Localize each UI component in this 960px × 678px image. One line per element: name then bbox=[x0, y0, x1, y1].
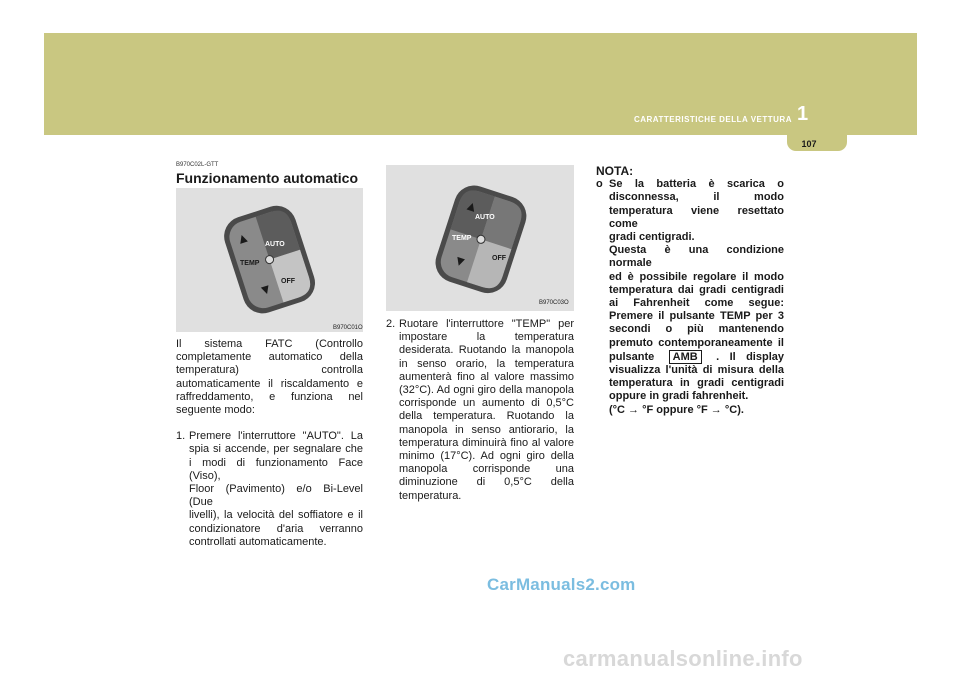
watermark-carmanualsonline[interactable]: carmanualsonline.info bbox=[563, 646, 803, 671]
text-line: Premere il pulsante TEMP per 3 bbox=[609, 310, 784, 323]
text-line: visualizza l'unità di misura della bbox=[609, 364, 784, 377]
text-line: corrisponde un aumento di 0,5°C bbox=[399, 397, 574, 410]
amb-line bbox=[609, 350, 784, 364]
text-line: livelli), la velocità del soffiatore e il bbox=[189, 509, 363, 522]
page-title: Funzionamento automatico bbox=[176, 170, 358, 186]
text-line: controllati automaticamente. bbox=[189, 535, 327, 548]
text-line: disconnessa, il modo bbox=[609, 191, 784, 204]
watermark-carmanuals2[interactable]: CarManuals2.com bbox=[487, 575, 636, 594]
text-line: oppure in gradi fahrenheit. bbox=[609, 390, 749, 403]
page-number: 107 bbox=[801, 139, 817, 149]
text-line: (°C → °F oppure °F → °C). bbox=[609, 403, 744, 416]
intro-paragraph bbox=[176, 338, 363, 549]
text-line: ai Fahrenheit come segue: bbox=[609, 297, 784, 310]
control-knob-illustration bbox=[176, 188, 363, 332]
note-heading: NOTA: bbox=[596, 164, 634, 178]
text-line: temperatura dai gradi centigradi bbox=[609, 283, 784, 296]
figure-label-off: OFF bbox=[492, 255, 506, 262]
text-line: raffreddamento, e funziona nel bbox=[176, 390, 363, 403]
step-2 bbox=[386, 318, 574, 503]
text-line: Il sistema FATC (Controllo bbox=[176, 338, 363, 350]
text-line: premuto contemporaneamente il bbox=[609, 336, 784, 349]
text-line: gradi centigradi. bbox=[609, 231, 695, 244]
figure-label-auto: AUTO bbox=[265, 241, 285, 248]
note-box bbox=[596, 165, 784, 417]
text-line: aumenterà fino al valore massimo bbox=[399, 370, 574, 383]
text-line: ed è possibile regolare il modo bbox=[609, 270, 784, 283]
step-number: 1. bbox=[176, 430, 186, 443]
text-line: condizionatore d'aria verranno bbox=[189, 522, 363, 535]
note-bullet: o bbox=[596, 178, 603, 191]
text-line: Floor (Pavimento) e/o Bi-Level (Due bbox=[189, 483, 363, 509]
text-line: della temperatura. Ruotando la bbox=[399, 410, 574, 423]
text-line: desiderata. Ruotando la manopola bbox=[399, 344, 574, 357]
figure-temp-control bbox=[386, 165, 574, 311]
text-line: minimo (17°C). Ad ogni giro della bbox=[399, 450, 574, 463]
text-line: temperatura diminuirà fino al valore bbox=[399, 436, 574, 449]
section-heading: CARATTERISTICHE DELLA VETTURA bbox=[633, 115, 792, 124]
text-line: seguente modo: bbox=[176, 404, 255, 417]
figure-label-temp: TEMP bbox=[452, 235, 472, 242]
text-line: manopola corrisponde una bbox=[399, 463, 574, 476]
figure-auto-control bbox=[176, 188, 363, 332]
figure-label-temp: TEMP bbox=[240, 260, 260, 267]
text-line: manopola in senso antiorario, la bbox=[399, 423, 574, 436]
text-line: diminuzione di 0,5°C della bbox=[399, 476, 574, 489]
text-line: spia si accende, per segnalare che bbox=[189, 443, 363, 456]
text-line: (32°C). Ad ogni giro della manopola bbox=[399, 384, 574, 397]
control-knob-illustration bbox=[386, 165, 574, 311]
chapter-number: 1 bbox=[797, 103, 809, 125]
step-number: 2. bbox=[386, 318, 396, 330]
step-1 bbox=[176, 430, 363, 549]
text-line: in senso orario, la temperatura bbox=[399, 357, 574, 370]
text-line: temperatura in gradi centigradi bbox=[609, 377, 784, 390]
text-line: temperatura. bbox=[399, 489, 462, 502]
figure-code: B970C01O bbox=[333, 325, 363, 331]
figure-code: B970C03O bbox=[539, 300, 569, 306]
text-line: impostare la temperatura bbox=[399, 331, 574, 344]
text-line: secondi o più mantenendo bbox=[609, 323, 784, 336]
text-line: completamente automatico della bbox=[176, 351, 363, 364]
figure-label-off: OFF bbox=[281, 278, 295, 285]
text-line: Ruotare l'interruttore "TEMP" per bbox=[399, 318, 574, 330]
text-line: Premere l'interruttore "AUTO". La bbox=[189, 430, 363, 443]
text-line: i modi di funzionamento Face (Viso), bbox=[189, 456, 363, 482]
text-line: Questa è una condizione normale bbox=[609, 244, 784, 270]
amb-button-label: AMB bbox=[669, 350, 702, 364]
text-fragment: pulsante bbox=[609, 350, 655, 363]
text-line: automaticamente il riscaldamento e bbox=[176, 377, 363, 390]
text-line: temperatura viene resettato come bbox=[609, 204, 784, 230]
text-line: Se la batteria è scarica o bbox=[609, 178, 784, 191]
figure-label-auto: AUTO bbox=[475, 214, 495, 221]
text-fragment: . Il display bbox=[716, 350, 784, 363]
text-line: temperatura) controlla bbox=[176, 364, 363, 377]
document-code: B970C02L-GTT bbox=[176, 162, 219, 168]
